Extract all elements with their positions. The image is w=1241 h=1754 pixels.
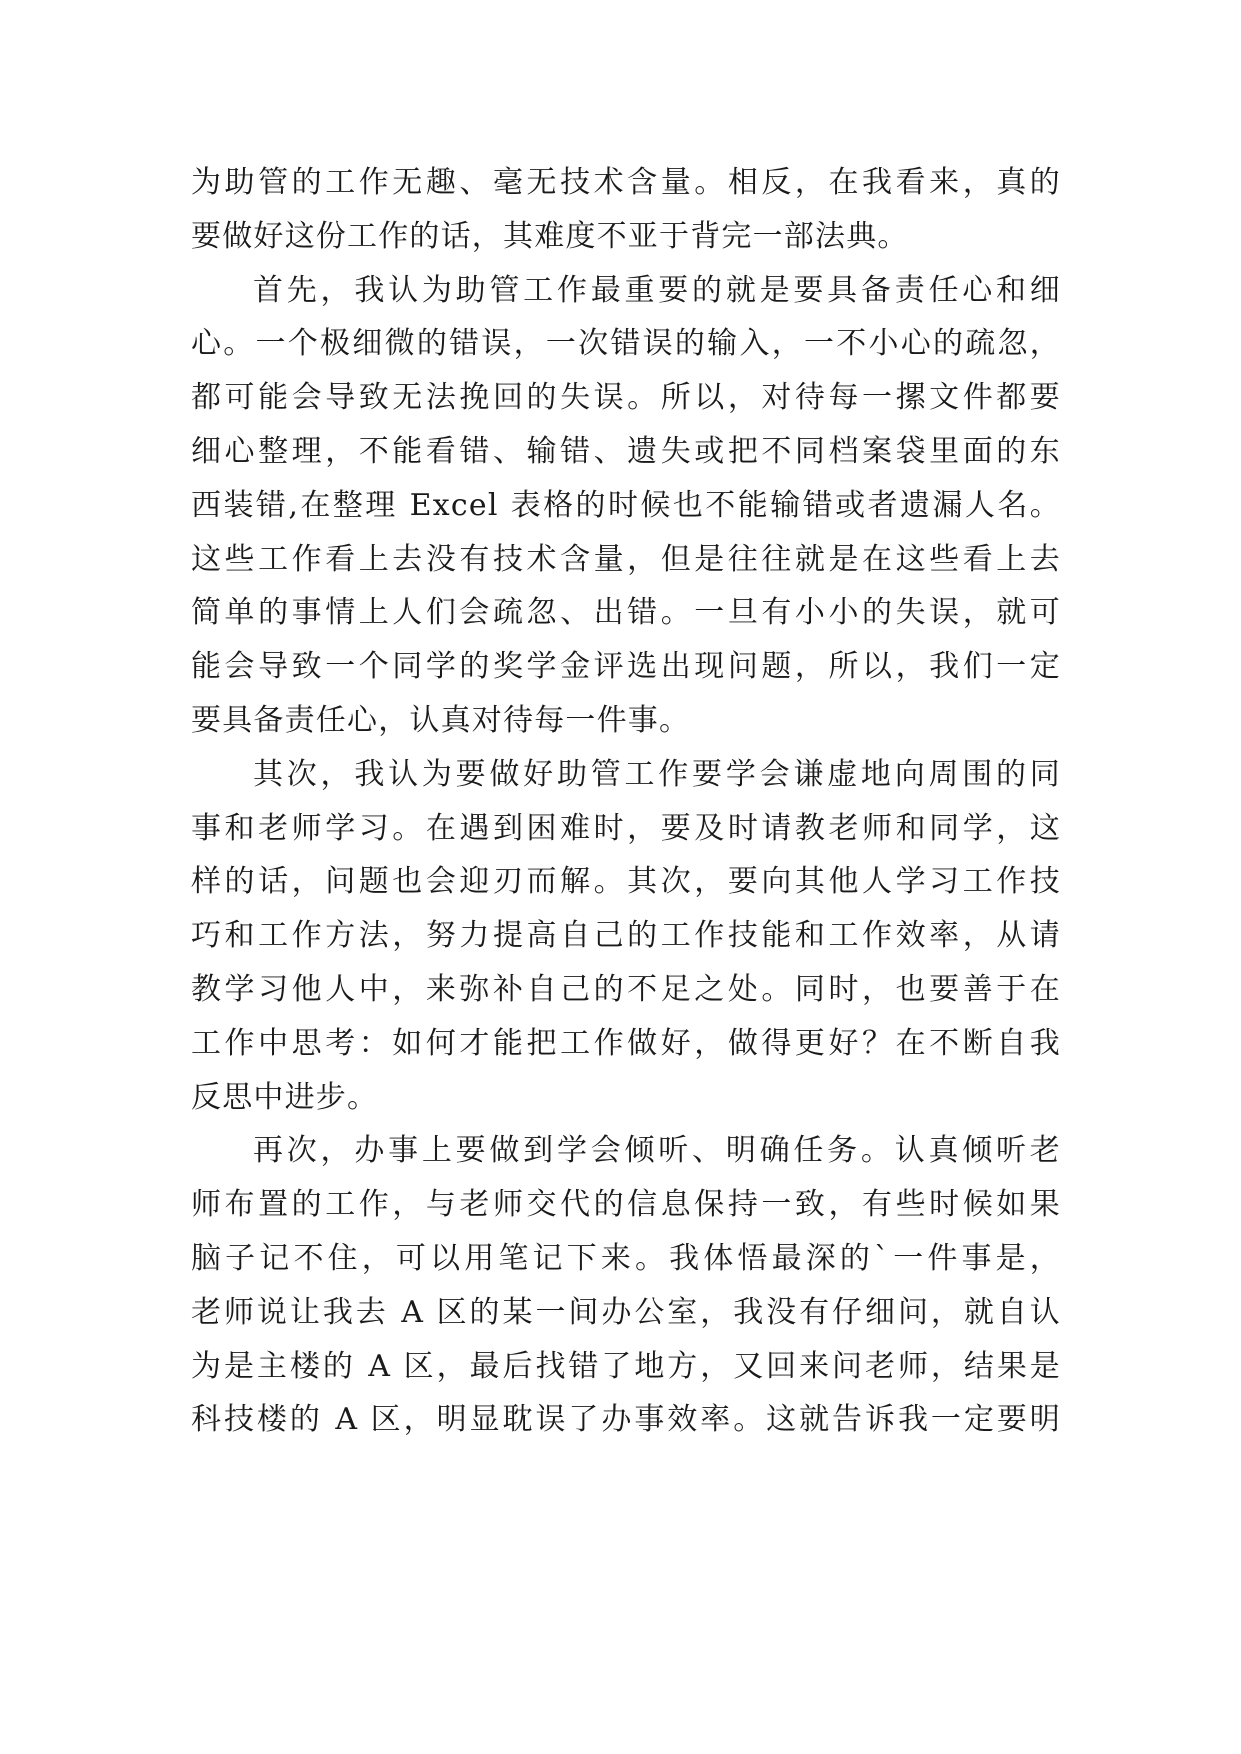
text-line: 脑子记不住，可以用笔记下来。我体悟最深的`一件事是，	[191, 1240, 1061, 1276]
text-line: 其次，我认为要做好助管工作要学会谦虚地向周围的同	[253, 756, 1061, 792]
text-line: 师布置的工作，与老师交代的信息保持一致，有些时候如果	[191, 1187, 1061, 1223]
paragraph-2	[191, 264, 1061, 748]
text-line: 老师说让我去 A 区的某一间办公室，我没有仔细问，就自认	[191, 1294, 1061, 1330]
text-line: 事和老师学习。在遇到困难时，要及时请教老师和同学，这	[191, 810, 1061, 846]
text-line: 巧和工作方法，努力提高自己的工作技能和工作效率，从请	[191, 918, 1061, 954]
text-line: 这些工作看上去没有技术含量，但是往往就是在这些看上去	[191, 541, 1061, 577]
document-body	[191, 156, 1061, 1447]
text-line: 教学习他人中，来弥补自己的不足之处。同时，也要善于在	[191, 971, 1061, 1007]
text-line: 西装错,在整理 Excel 表格的时候也不能输错或者遗漏人名。	[191, 487, 1061, 523]
text-line: 再次，办事上要做到学会倾听、明确任务。认真倾听老	[253, 1133, 1061, 1169]
text-line: 为助管的工作无趣、毫无技术含量。相反，在我看来，真的	[191, 165, 1061, 200]
text-line: 样的话，问题也会迎刃而解。其次，要向其他人学习工作技	[191, 864, 1061, 900]
text-line: 能会导致一个同学的奖学金评选出现问题，所以，我们一定	[191, 649, 1061, 685]
paragraph-1	[191, 156, 1061, 264]
text-line: 简单的事情上人们会疏忽、出错。一旦有小小的失误，就可	[191, 595, 1061, 631]
text-line: 心。一个极细微的错误，一次错误的输入，一不小心的疏忽，	[191, 326, 1061, 362]
text-line: 要具备责任心，认真对待每一件事。	[191, 702, 691, 738]
text-line: 首先，我认为助管工作最重要的就是要具备责任心和细	[253, 272, 1061, 308]
text-line: 细心整理，不能看错、输错、遗失或把不同档案袋里面的东	[191, 433, 1061, 469]
text-line: 反思中进步。	[191, 1079, 379, 1115]
text-line: 都可能会导致无法挽回的失误。所以，对待每一摞文件都要	[191, 380, 1061, 416]
text-line: 要做好这份工作的话，其难度不亚于背完一部法典。	[191, 218, 909, 254]
text-line: 为是主楼的 A 区，最后找错了地方，又回来问老师，结果是	[191, 1348, 1061, 1384]
text-line: 工作中思考：如何才能把工作做好，做得更好？在不断自我	[191, 1025, 1061, 1061]
paragraph-4	[191, 1124, 1061, 1447]
text-line: 科技楼的 A 区，明显耽误了办事效率。这就告诉我一定要明	[191, 1402, 1061, 1438]
paragraph-3	[191, 748, 1061, 1125]
